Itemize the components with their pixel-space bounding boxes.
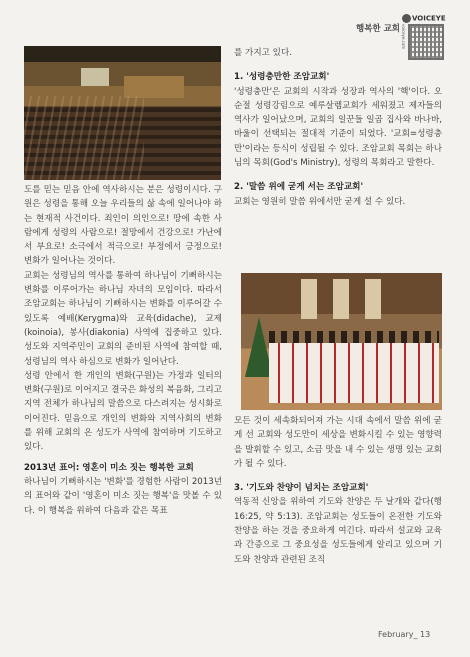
projection-screen — [81, 68, 109, 86]
paragraph: 모든 것이 세속화되어져 가는 시대 속에서 말씀 위에 굳게 선 교회와 성도만이 세상을 변화시킬 수 있는 영향력을 발휘할 수 있고, 소금 맛을 내 수 있는 생명 있는 교회가 될 수 있다. — [234, 416, 442, 469]
section-heading-1: 1. '성령충만한 조암교회' — [234, 72, 330, 83]
church-interior-photo — [24, 46, 221, 180]
section-body-2: 교회는 영원히 말씀 위에서만 굳게 설 수 있다. — [234, 196, 406, 207]
qr-side-text: voiceye.com — [401, 24, 406, 50]
section-label: 행복한 교회 — [356, 24, 401, 34]
paragraph: 도를 믿는 믿음 안에 역사하시는 분은 성령이시다. 구원은 성령을 통해 오늘 우리들의 삶 속에 일어나야 하는 현재적 사건이다. 죄인이 의인으로! 땅에 속한 사람에게 성령의 사람으로! 절망에서 건강으로! 가난에서 부요로! 소극에서 적극으로! 부정에서 긍정으로! 변화가 일어나는 것이다. — [24, 185, 222, 267]
section-heading-3: 3. '기도와 찬양이 넘치는 조암교회' — [234, 483, 369, 494]
right-column-bottom — [234, 414, 442, 567]
page-header — [0, 0, 470, 48]
stained-window — [333, 279, 349, 319]
paragraph: 교회는 성령님의 역사를 통하여 하나님이 기뻐하시는 변화를 이루어가는 하나님 자녀의 모임이다. 따라서 조암교회는 하나님이 기뻐하시는 변화를 이루어갈 수 있도록 예배(Kerygma)와 교육(didache), 교제(koinoia), 봉사(diakonia) 사역에 집중하고 있다. 성도와 지역주민이 교회의 준비된 사역에 참여할 때, 성령님의 역사 하심으로 변화가 일어난다. — [24, 270, 222, 367]
stained-window — [301, 279, 317, 319]
stained-window — [365, 279, 381, 319]
right-column-top — [234, 46, 442, 209]
motto-subheading: 2013년 표어: 영혼이 미소 짓는 행복한 교회 — [24, 462, 194, 473]
choir-photo — [241, 273, 442, 410]
logo-text: VOICEYE — [412, 14, 446, 23]
page-number: February_ 13 — [378, 630, 431, 639]
choir-robes — [269, 343, 439, 403]
logo-circle-icon — [402, 14, 411, 23]
left-column — [24, 183, 222, 518]
section-heading-2: 2. '말씀 위에 굳게 서는 조암교회' — [234, 182, 364, 193]
section-body-3: 역동적 신앙을 위하여 기도와 찬양은 두 날개와 같다(행 16:25, 약 5:13). 조암교회는 성도들이 온전한 기도와 찬양을 하는 것을 중요하게 여긴다. 따라서 설교와 교육과 간증으로 그 중요성을 성도들에게 알리고 있으며 기도와 찬양과 관련된 조직 — [234, 497, 442, 565]
paragraph: 성령 안에서 한 개인의 변화(구원)는 가정과 일터의 변화(구원)로 이어지고 결국은 화성의 복음화, 그리고 지역 전체가 하나님의 말씀으로 다스려지는 성시화로 이어진다. 믿음으로 개인의 변화와 지역사회의 변화를 위해 교회의 온 성도가 사역에 참여하며 기도하고 있다. — [24, 370, 222, 453]
voiceye-logo — [402, 14, 446, 23]
congregation — [24, 96, 144, 180]
paragraph: 하나님이 기뻐하시는 '변화'를 경험한 사람이 2013년의 표어와 같이 '영혼이 미소 짓는 행복'을 맛볼 수 있다. 이 행복을 위하여 다음과 같은 목표 — [24, 476, 222, 516]
section-body-1: '성령충만'은 교회의 시작과 성장과 역사의 '핵'이다. 오순절 성령강림으로 예루살렘교회가 세워졌고 제자들의 역사가 일어났으며, 교회의 일꾼들 일곱 집사와 바나바, 바울이 선택되는 절대적 기준이 되었다. '교회=성령충만'이라는 등식이 성립될 수 있다. 조암교회 목회는 하나님의 목회(God's Ministry), 성령의 목회라고 말한다. — [234, 86, 442, 169]
paragraph: 를 가지고 있다. — [234, 48, 293, 58]
altar-stage — [124, 76, 184, 98]
